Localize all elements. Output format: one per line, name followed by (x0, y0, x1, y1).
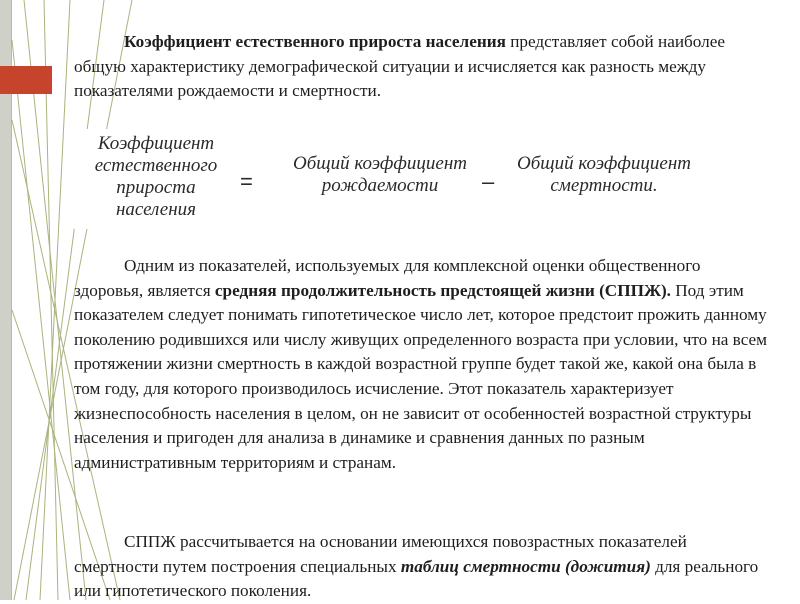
paragraph3-text-start: СППЖ рассчитывается на основании имеющихся повозрастных показателей смертности путем построения специальных (74, 532, 687, 576)
paragraph2-text-end: Под этим показателем следует понимать гипотетическое число лет, которое предстоит прожить данному поколению родившихся или числу живущих определенного возраста при условии, что на всем протяжении жизни смертность в каждой возрастной группе будет такой же, какой она была в том году, для которого производилось исчисление. Этот показатель характеризует жизнеспособность населения в целом, он не зависит от особенностей возрастной структуры населения и пригоден для анализа в динамике и сравнения данных по разным административным территориям и странам. (74, 280, 768, 472)
formula-left-line: прироста (116, 177, 196, 198)
formula-equals-sign: = (240, 169, 253, 194)
formula-left-line: естественного (94, 155, 218, 176)
paragraph-life-expectancy (74, 254, 768, 475)
formula-right-line: смертности. (550, 175, 658, 196)
formula-birth-rate-term (280, 153, 480, 197)
formula-minus-sign: – (482, 169, 495, 194)
paragraph-life-tables (74, 530, 768, 604)
formula-middle-line: Общий коэффициент (293, 153, 467, 174)
formula-death-rate-term (504, 153, 704, 197)
term-life-expectancy: средняя продолжительность предстоящей жизни (СППЖ). (214, 280, 671, 300)
formula-left-line: Коэффициент (97, 133, 215, 154)
term-life-tables: таблиц смертности (дожития) (400, 556, 651, 576)
term-natural-increase: Коэффициент естественного прироста населения (124, 32, 506, 51)
paragraph3-text-end: для реального или гипотетического поколения. (74, 556, 759, 601)
paragraph-birth-rate-definition (74, 30, 754, 104)
accent-bar (0, 66, 52, 94)
paragraph2-text-start: Одним из показателей, используемых для комплексной оценки общественного здоровья, является (74, 256, 701, 300)
formula-left-line: населения (115, 199, 197, 220)
formula-image (74, 129, 750, 229)
formula-left-term (76, 133, 236, 221)
paragraph1-text: представляет собой наиболее общую характеристику демографической ситуации и исчисляется как разность между показателями рождаемости и смертности. (74, 32, 725, 101)
formula-right-line: Общий коэффициент (517, 153, 691, 174)
formula-middle-line: рождаемости (321, 175, 439, 196)
